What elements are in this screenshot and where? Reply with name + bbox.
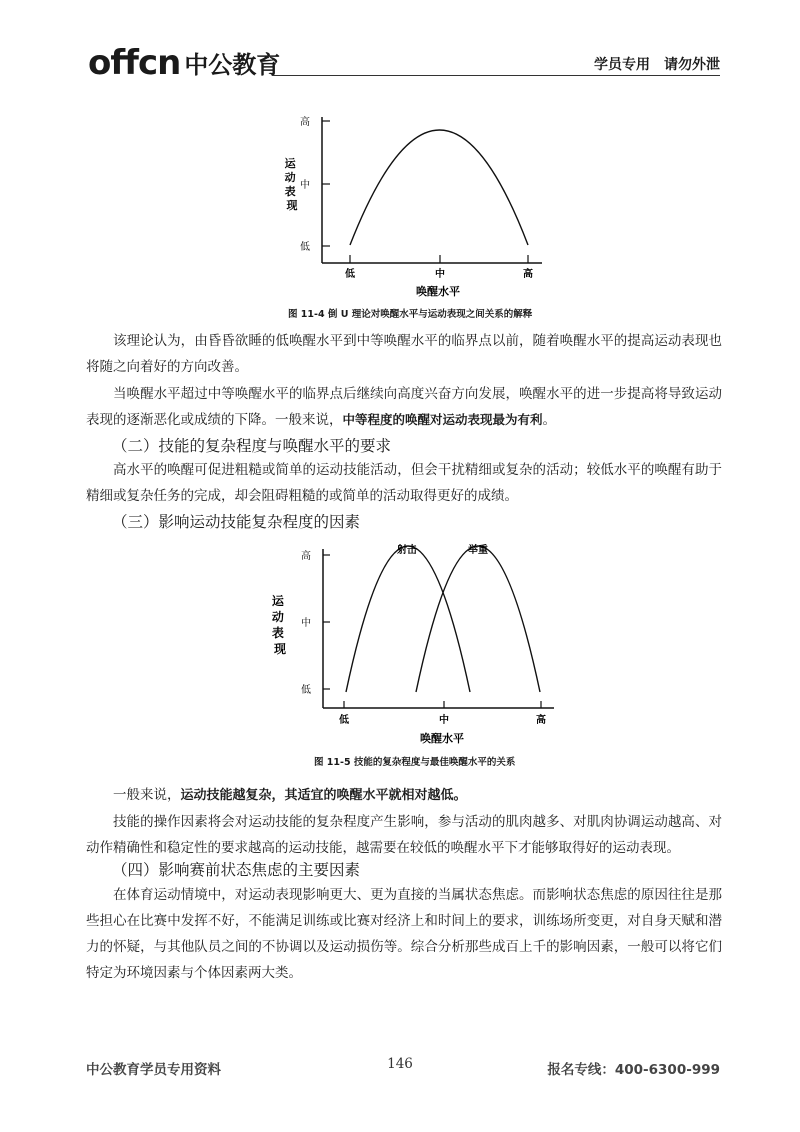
curve-weightlifting [416,546,540,692]
x-tick-mid: 中 [439,715,449,726]
x-tick-high: 高 [536,715,546,726]
heading-skill-complexity: （二）技能的复杂程度与唤醒水平的要求 [112,437,392,455]
heading-influencing-factors: （三）影响运动技能复杂程度的因素 [112,513,361,531]
x-tick-mid: 中 [435,269,445,280]
footer-hotline: 报名专线：400-6300-999 [547,1062,720,1078]
paragraph-2-text: 当唤醒水平超过中等唤醒水平的临界点后继续向高度兴奋方向发展，唤醒水平的进一步提高将导致运动表现的逐渐恶化或成绩的下降。一般来说， [86,386,722,428]
inverted-u-curve [350,130,528,245]
header-rule [272,75,720,76]
figure-inverted-u [270,105,570,305]
paragraph-2-bold: 中等程度的唤醒对运动表现最为有利 [342,412,543,427]
header-notice: 学员专用 请勿外泄 [594,57,720,73]
label-weightlifting: 举重 [468,545,488,556]
x-tick-low: 低 [345,269,355,280]
logo-cn-text: 中公教育 [184,51,281,79]
page-number: 146 [387,1056,413,1072]
y-tick-low: 低 [301,685,311,696]
paragraph-4 [86,782,722,809]
y-tick-low: 低 [300,242,310,253]
y-tick-mid: 中 [301,618,311,629]
x-tick-high: 高 [523,269,533,280]
paragraph-2 [86,381,722,433]
y-tick-high: 高 [301,551,311,562]
paragraph-6: 在体育运动情境中，对运动表现影响更大、更为直接的当属状态焦虑。而影响状态焦虑的原因往往是那些担心在比赛中发挥不好，不能满足训练或比赛对经济上和时间上的要求，训练场所变更，对自身天赋和潜力的怀疑，与其他队员之间的不协调以及运动损伤等。综合分析那些成百上千的影响因素，一般可以将它们特定为环境因素与个体因素两大类。 [86,887,722,981]
figure1-caption: 图 11-4 倒 U 理论对唤醒水平与运动表现之间关系的解释 [288,309,533,320]
paragraph-1: 该理论认为，由昏昏欲睡的低唤醒水平到中等唤醒水平的临界点以前，随着唤醒水平的提高运动表现也将随之向着好的方向改善。 [86,333,722,375]
x-axis-label: 唤醒水平 [420,732,464,745]
footer-left: 中公教育学员专用资料 [86,1062,221,1078]
x-axis-label: 唤醒水平 [416,285,460,298]
y-axis-label: 运 动 表 现 [271,594,287,656]
heading-anxiety-factors: （四）影响赛前状态焦虑的主要因素 [112,861,361,879]
figure2-caption: 图 11-5 技能的复杂程度与最佳唤醒水平的关系 [314,757,516,768]
y-tick-mid: 中 [300,180,310,191]
label-shooting: 射击 [397,545,417,556]
curve-shooting [346,546,470,692]
offcn-logo [88,40,281,83]
x-tick-low: 低 [339,715,349,726]
paragraph-4-text: 一般来说， [113,787,181,803]
y-axis-label: 运 动 表 现 [284,157,298,212]
logo-latin-text: offcn [88,43,181,83]
paragraph-5: 技能的操作因素将会对运动技能的复杂程度产生影响，参与活动的肌肉越多、对肌肉协调运动越高、对动作精确性和稳定性的要求越高的运动技能，越需要在较低的唤醒水平下才能够取得好的运动表现。 [86,814,722,856]
paragraph-4-bold: 运动技能越复杂，其适宜的唤醒水平就相对越低。 [180,788,467,803]
paragraph-3: 高水平的唤醒可促进粗糙或简单的运动技能活动，但会干扰精细或复杂的活动；较低水平的唤醒有助于精细或复杂任务的完成，却会阻碍粗糙的或简单的活动取得更好的成绩。 [86,462,722,504]
y-tick-high: 高 [300,117,310,128]
paragraph-2-end: 。 [542,412,557,428]
figure-skill-complexity [262,535,582,750]
